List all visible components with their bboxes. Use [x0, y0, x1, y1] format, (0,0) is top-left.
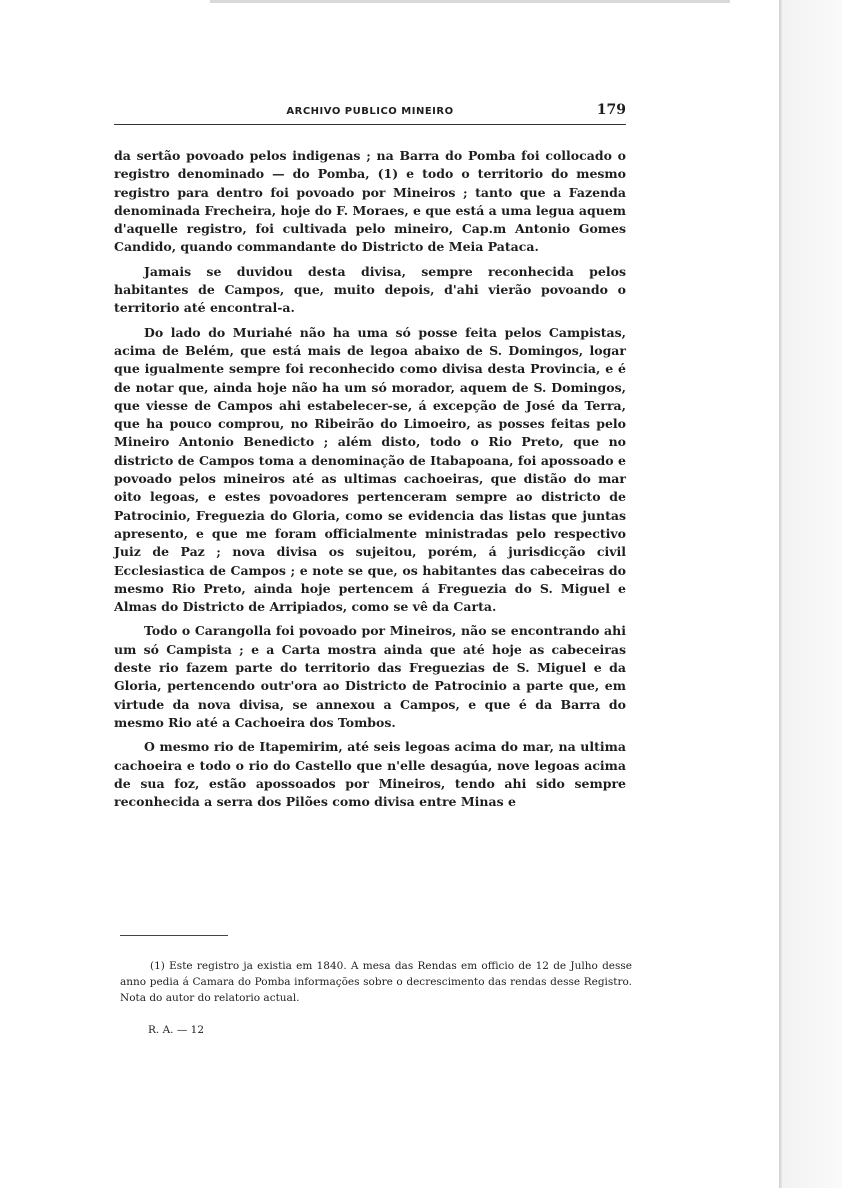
footnote-divider [120, 935, 228, 936]
body-text [114, 147, 626, 811]
paragraph-3: Do lado do Muriahé não ha uma só posse feita pelos Campistas, acima de Belém, que está mais de legoa abaixo de S. Domingos, logar que igualmente sempre foi reconhecido como divisa desta Provincia, e é de notar que, ainda hoje não ha um só morador, aquem de S. Domingos, que viesse de Campos ahi estabelecer-se, á excepção de José da Terra, que ha pouco comprou, no Ribeirão do Limoeiro, as posses feitas pelo Mineiro Antonio Benedicto ; além disto, todo o Rio Preto, que no districto de Campos toma a denominação de Itabapoana, foi apossoado e povoado pelos mineiros até as ultimas cachoeiras, que distão do mar oito legoas, e estes povoadores pertenceram sempre ao districto de Patrocinio, Freguezia do Gloria, como se evidencia das listas que juntas apresento, e que me foram officialmente ministradas pelo respectivo Juiz de Paz ; nova divisa os sujeitou, porém, á jurisdicção civil Ecclesiastica de Campos ; e note se que, os habitantes das cabeceiras do mesmo Rio Preto, ainda hoje pertencem á Freguezia do S. Miguel e Almas do Districto de Arripiados, como se vê da Carta. [114, 324, 626, 615]
paragraph-2: Jamais se duvidou desta divisa, sempre reconhecida pelos habitantes de Campos, que, muito depois, d'ahi vierão povoando o territorio até encontral-a. [114, 263, 626, 316]
document-page [114, 98, 626, 811]
page-header [114, 98, 626, 125]
footnote [120, 952, 632, 1006]
paragraph-5: O mesmo rio de Itapemirim, até seis legoas acima do mar, na ultima cachoeira e todo o rio do Castello que n'elle desagúa, nove legoas acima de sua foz, estão apossoados por Mineiros, tendo ahi sido sempre reconhecida a serra dos Pilões como divisa entre Minas e [114, 739, 626, 810]
paragraph-1: da sertão povoado pelos indigenas ; na Barra do Pomba foi collocado o registro denominado — do Pomba, (1) e todo o territorio do mesmo registro para dentro foi povoado por Mineiros ; tanto que a Fazenda denominada Frecheira, hoje do F. Moraes, e que está a uma legua aquem d'aquelle registro, foi cultivada pelo mineiro, Cap.m Antonio Gomes Candido, quando commandante do Districto de Meia Pataca. [114, 148, 626, 255]
page-number: 179 [596, 102, 626, 118]
footnote-text: (1) Este registro ja existia em 1840. A mesa das Rendas em officio de 12 de Julho desse anno pedia á Camara do Pomba informações sobre o decrescimento das rendas desse Registro. Nota do autor do relatorio actual. [120, 960, 632, 1004]
scan-margin [782, 0, 842, 1188]
page-edge-shadow [779, 0, 782, 1188]
scan-top-edge [210, 0, 730, 3]
signature-mark: R. A. — 12 [148, 1024, 205, 1036]
running-head: ARCHIVO PUBLICO MINEIRO [286, 106, 454, 117]
paragraph-4: Todo o Carangolla foi povoado por Mineiros, não se encontrando ahi um só Campista ; e a Carta mostra ainda que até hoje as cabeceiras deste rio fazem parte do territorio das Freguezias de S. Miguel e da Gloria, pertencendo outr'ora ao Districto de Patrocinio a parte que, em virtude da nova divisa, se annexou a Campos, e que é da Barra do mesmo Rio até a Cachoeira dos Tombos. [114, 623, 626, 730]
